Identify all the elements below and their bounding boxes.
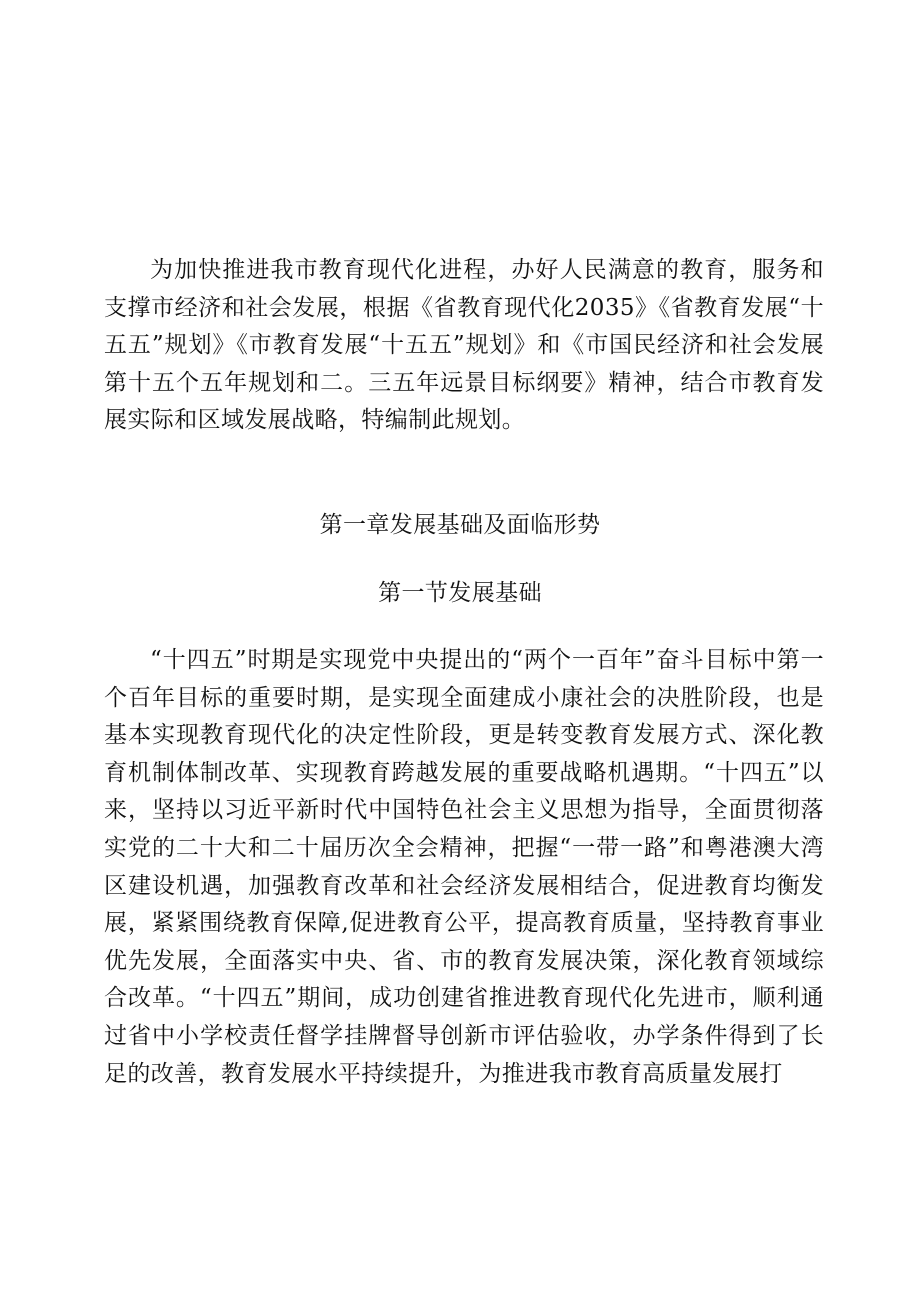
- body-paragraph: “十四五”时期是实现党中央提出的“两个一百年”奋斗目标中第一个百年目标的重要时期，是实现全面建成小康社会的决胜阶段，也是基本实现教育现代化的决定性阶段，更是转变教育发展方式、深化教育机制体制改革、实现教育跨越发展的重要战略机遇期。“十四五”以来，坚持以习近平新时代中国特色社会主义思想为指导，全面贯彻落实党的二十大和二十届历次全会精神，把握“一带一路”和粤港澳大湾区建设机遇，加强教育改革和社会经济发展相结合，促进教育均衡发展，紧紧围绕教育保障,促进教育公平，提高教育质量，坚持教育事业优先发展，全面落实中央、省、市的教育发展决策，深化教育领域综合改革。“十四五”期间，成功创建省推进教育现代化先进市，顺利通过省中小学校责任督学挂牌督导创新市评估验收，办学条件得到了长足的改善，教育发展水平持续提升，为推进我市教育高质量发展打: [104, 647, 824, 1087]
- section-heading: 第一节发展基础: [378, 580, 542, 606]
- chapter-heading: 第一章发展基础及面临形势: [319, 512, 601, 538]
- intro-paragraph: 为加快推进我市教育现代化进程，办好人民满意的教育，服务和支撑市经济和社会发展，根据《省教育现代化2035》《省教育发展“十五五”规划》《市教育发展“十五五”规划》和《市国民经济和社会发展第十五个五年规划和二。三五年远景目标纲要》精神，结合市教育发展实际和区域发展战略，特编制此规划。: [104, 257, 824, 434]
